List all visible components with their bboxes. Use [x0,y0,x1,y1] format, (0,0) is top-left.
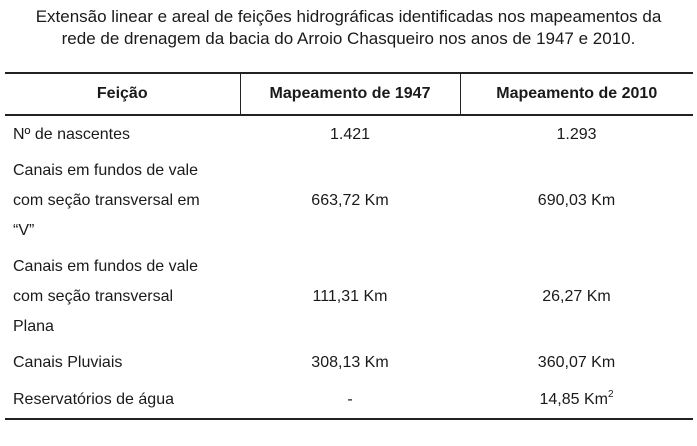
table-row [5,345,693,381]
caption-line-1: Extensão linear e areal de feições hidrográficas identificadas nos mapeamentos da [35,7,662,26]
cell-1947: 1.421 [329,125,371,143]
header-2010: Mapeamento de 2010 [460,73,693,115]
table-header-row [5,73,693,115]
cell-2010: 1.293 [556,125,597,143]
header-feicao: Feição [5,73,240,115]
table-caption [0,6,697,50]
table-row [5,153,693,249]
cell-1947: 111,31 Km [312,288,388,305]
row-label: Nº de nascentes [13,125,131,143]
cell-1947: 663,72 Km [311,192,389,209]
cell-2010: 690,03 Km [537,192,616,209]
cell-2010: 360,07 Km [537,354,616,371]
row-label-line: com seção transversal [13,288,174,305]
row-label-line: Plana [13,318,54,335]
hydrography-table [5,72,693,420]
cell-1947: 308,13 Km [311,354,389,371]
row-label [5,153,240,249]
cell-2010-value: 14,85 Km [539,390,608,408]
header-1947: Mapeamento de 1947 [240,73,460,115]
row-label-line: Canais em fundos de vale [13,258,198,275]
row-label-line: Canais em fundos de vale [13,162,198,179]
table-row [5,249,693,345]
table-row [5,115,693,153]
cell-2010: 26,27 Km [542,288,611,305]
row-label-line: com seção transversal em [13,192,200,209]
table-row [5,381,693,419]
row-label: Canais Pluviais [13,354,123,371]
row-label: Reservatórios de água [5,381,240,419]
cell-2010 [460,381,693,419]
superscript-2: 2 [607,388,614,400]
cell-1947: - [240,381,460,419]
row-label-line: “V” [13,222,35,239]
row-label [5,249,240,345]
caption-line-2: rede de drenagem da bacia do Arroio Chasqueiro nos anos de 1947 e 2010. [61,29,636,48]
